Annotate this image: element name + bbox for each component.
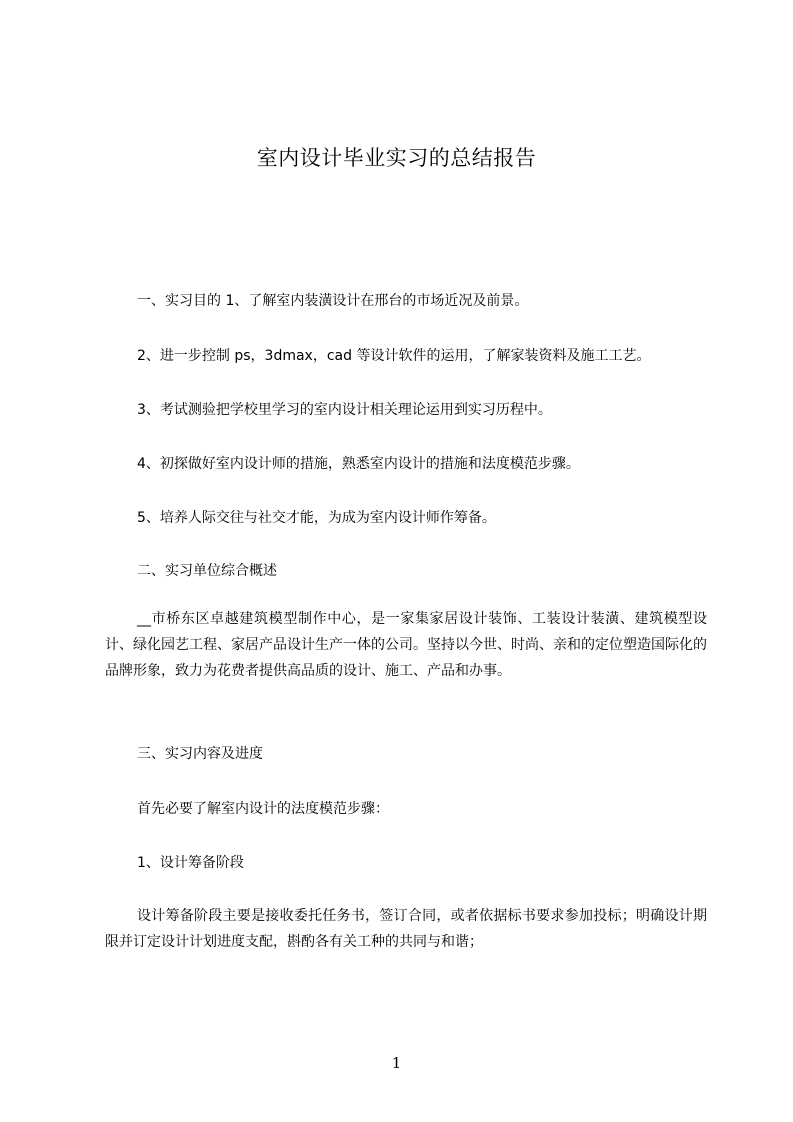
goal-line-3: 3、考试测验把学校里学习的室内设计相关理论运用到实习历程中。	[137, 402, 552, 418]
page-number: 1	[391, 1054, 402, 1072]
goal-line-4: 4、初探做好室内设计师的措施，熟悉室内设计的措施和法度模范步骤。	[137, 456, 580, 472]
document-title: 室内设计毕业实习的总结报告	[256, 146, 537, 170]
step-heading-1: 1、设计筹备阶段	[137, 855, 244, 871]
section-heading-2: 二、实习单位综合概述	[137, 563, 277, 579]
section-heading-3: 三、实习内容及进度	[137, 746, 263, 762]
goal-line-2: 2、进一步控制 ps，3dmax，cad 等设计软件的运用，了解家装资料及施工工艺。	[137, 348, 651, 364]
goal-line-5: 5、培养人际交往与社交才能，为成为室内设计师作筹备。	[137, 510, 496, 526]
company-paragraph: __市桥东区卓越建筑模型制作中心，是一家集家居设计装饰、工装设计装潢、建筑模型设计、绿化园艺工程、家居产品设计生产一体的公司。坚持以今世、时尚、亲和的定位塑造国际化的品牌形象，致力为花费者提供高品质的设计、施工、产品和办事。	[105, 611, 707, 679]
prep-paragraph: 设计筹备阶段主要是接收委托任务书，签订合同，或者依据标书要求参加投标；明确设计期限并订定设计计划进度支配，斟酌各有关工种的共同与和谐；	[105, 908, 707, 950]
intro-line: 首先必要了解室内设计的法度模范步骤：	[137, 801, 389, 817]
goal-line-1: 一、实习目的 1、了解室内装潢设计在邢台的市场近况及前景。	[137, 293, 529, 309]
